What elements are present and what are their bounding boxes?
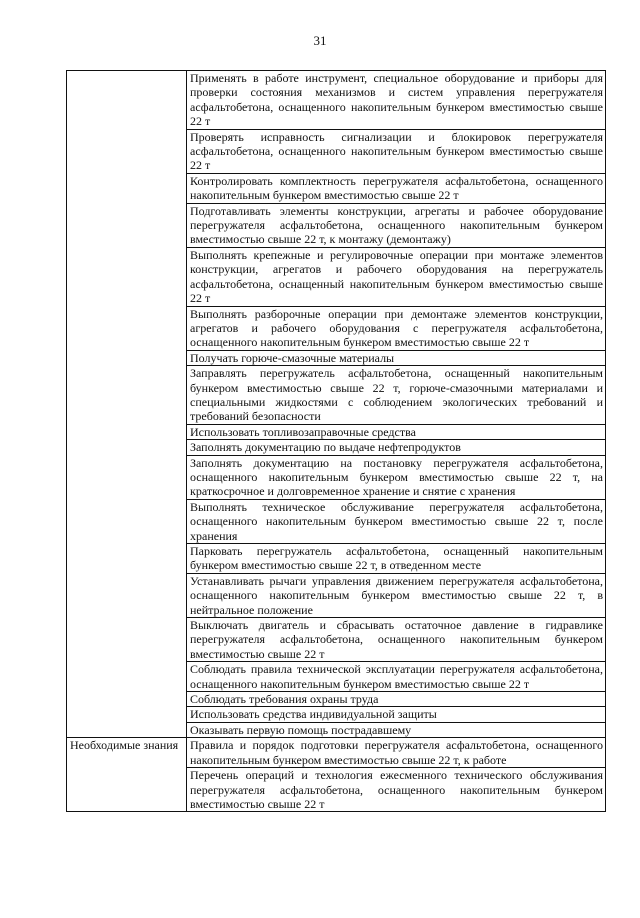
table-row: [67, 71, 606, 130]
requirement-item: Соблюдать требования охраны труда: [187, 692, 606, 707]
requirement-item: Перечень операций и технология ежесменного технического обслуживания перегружателя асфальтобетона, оснащенного накопительным бункером вместимостью свыше 22 т: [187, 768, 606, 812]
page-number: 31: [313, 33, 327, 48]
requirement-item: Заполнять документацию по выдаче нефтепродуктов: [187, 440, 606, 455]
requirement-item: Подготавливать элементы конструкции, агрегаты и рабочее оборудование перегружателя асфальтобетона, оснащенного накопительным бункером вместимостью свыше 22 т, к монтажу (демонтажу): [187, 203, 606, 247]
requirement-item: Оказывать первую помощь пострадавшему: [187, 722, 606, 737]
requirement-item: Выключать двигатель и сбрасывать остаточное давление в гидравлике перегружателя асфальтобетона, оснащенного накопительным бункером вместимостью свыше 22 т: [187, 618, 606, 662]
requirements-table: [66, 70, 606, 812]
section-label: Необходимые знания: [67, 738, 187, 812]
requirement-item: Правила и порядок подготовки перегружателя асфальтобетона, оснащенного накопительным бункером вместимостью свыше 22 т, к работе: [187, 738, 606, 768]
requirement-item: Проверять исправность сигнализации и блокировок перегружателя асфальтобетона, оснащенного накопительным бункером вместимостью свыше 22 т: [187, 129, 606, 173]
requirement-item: Выполнять крепежные и регулировочные операции при монтаже элементов конструкции, агрегатов и рабочего оборудования на перегружатель асфальтобетона, оснащенный накопительным бункером вместимостью свыше 22 т: [187, 247, 606, 306]
requirement-item: Выполнять разборочные операции при демонтаже элементов конструкции, агрегатов и рабочего оборудования с перегружателя асфальтобетона, оснащенного накопительным бункером вместимостью свыше 22 т: [187, 306, 606, 350]
requirement-item: Заполнять документацию на постановку перегружателя асфальтобетона, оснащенного накопительным бункером вместимостью свыше 22 т, на краткосрочное и долговременное хранение и снятие с хранения: [187, 455, 606, 499]
requirement-item: Заправлять перегружатель асфальтобетона, оснащенный накопительным бункером вместимостью свыше 22 т, горюче-смазочными материалами и специальными жидкостями с соблюдением экологических требований и требований безопасности: [187, 366, 606, 425]
requirement-item: Выполнять техническое обслуживание перегружателя асфальтобетона, оснащенного накопительным бункером вместимостью свыше 22 т, после хранения: [187, 499, 606, 543]
requirement-item: Устанавливать рычаги управления движением перегружателя асфальтобетона, оснащенного накопительным бункером вместимостью свыше 22 т, в нейтральное положение: [187, 573, 606, 617]
requirement-item: Использовать топливозаправочные средства: [187, 424, 606, 439]
requirement-item: Контролировать комплектность перегружателя асфальтобетона, оснащенного накопительным бункером вместимостью свыше 22 т: [187, 173, 606, 203]
requirement-item: Парковать перегружатель асфальтобетона, оснащенный накопительным бункером вместимостью свыше 22 т, в отведенном месте: [187, 544, 606, 574]
table-row: [67, 738, 606, 768]
requirement-item: Получать горюче-смазочные материалы: [187, 350, 606, 365]
section-label: [67, 71, 187, 738]
requirement-item: Применять в работе инструмент, специальное оборудование и приборы для проверки состояния механизмов и систем управления перегружателя асфальтобетона, оснащенного накопительным бункером вместимостью свыше 22 т: [187, 71, 606, 130]
requirement-item: Соблюдать правила технической эксплуатации перегружателя асфальтобетона, оснащенного накопительным бункером вместимостью свыше 22 т: [187, 662, 606, 692]
requirement-item: Использовать средства индивидуальной защиты: [187, 707, 606, 722]
